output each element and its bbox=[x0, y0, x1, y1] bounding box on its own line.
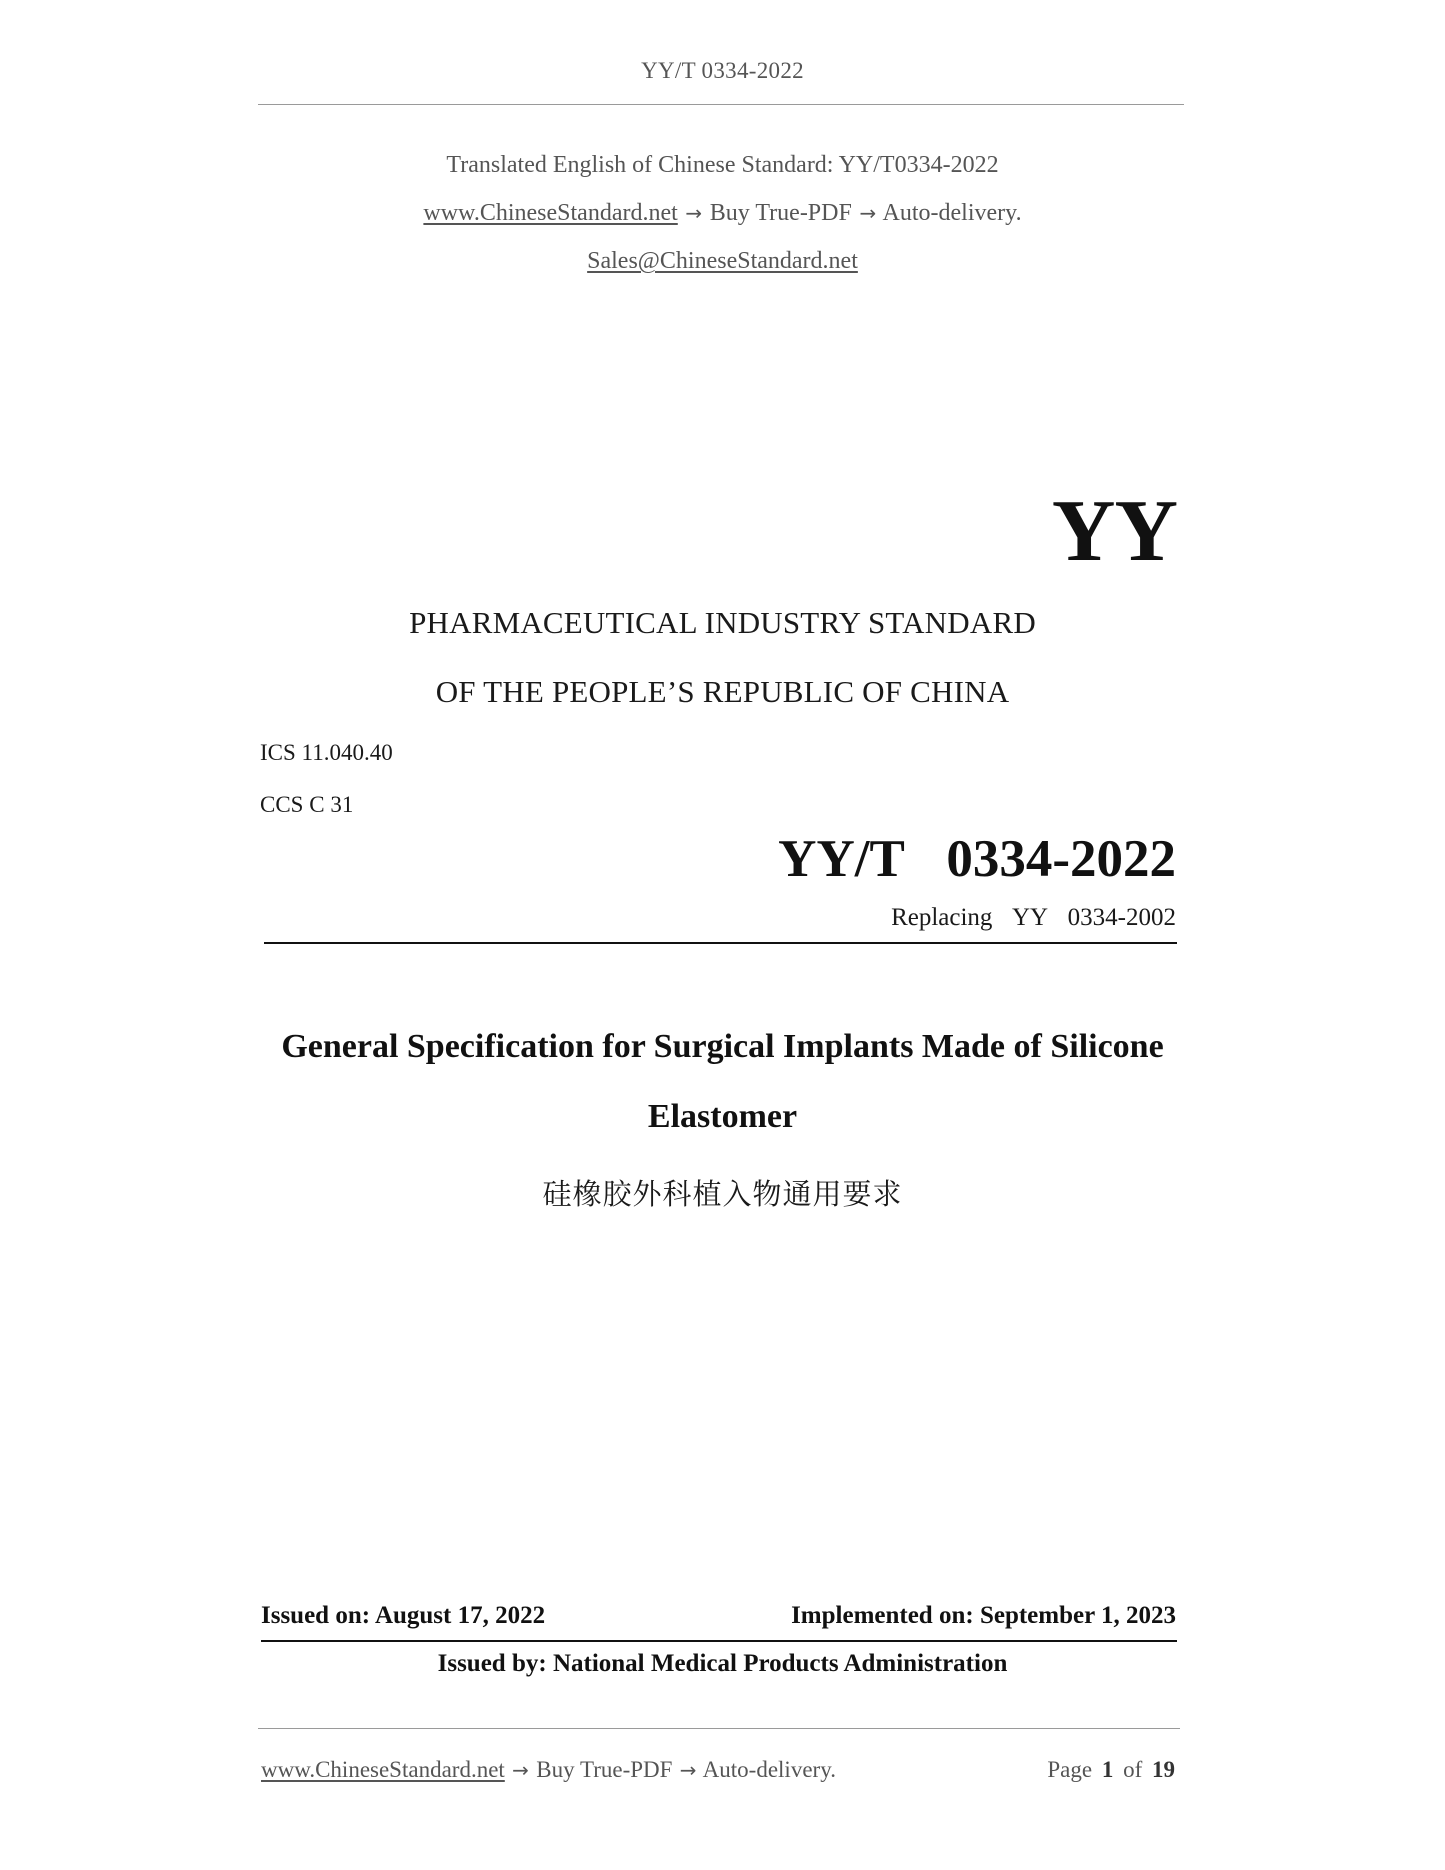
issued-on-date: Issued on: August 17, 2022 bbox=[261, 1602, 546, 1629]
right-arrow-icon: → bbox=[859, 201, 877, 225]
title-divider bbox=[264, 942, 1177, 944]
footer-purchase-line bbox=[261, 1757, 836, 1783]
ics-code: ICS 11.040.40 bbox=[260, 740, 393, 765]
page-label: Page bbox=[1047, 1757, 1093, 1782]
footer-buy-text: Buy True-PDF bbox=[536, 1757, 673, 1782]
english-title: General Specification for Surgical Implants Made of Silicone Elastomer bbox=[281, 1028, 1164, 1135]
issue-divider bbox=[261, 1640, 1177, 1642]
footer-divider bbox=[258, 1728, 1180, 1729]
right-arrow-icon: → bbox=[685, 201, 703, 225]
standard-heading-line-1: PHARMACEUTICAL INDUSTRY STANDARD bbox=[409, 605, 1036, 640]
sales-email-link[interactable]: Sales@ChineseStandard.net bbox=[587, 248, 858, 274]
email-line bbox=[0, 248, 1445, 275]
header-divider bbox=[258, 104, 1184, 105]
right-arrow-icon: → bbox=[512, 1758, 529, 1782]
purchase-line bbox=[0, 200, 1445, 227]
document-title bbox=[0, 1012, 1445, 1152]
footer-delivery-text: Auto-delivery. bbox=[702, 1757, 836, 1782]
page-current: 1 bbox=[1101, 1757, 1114, 1782]
replacing-note: Replacing YY 0334-2002 bbox=[891, 904, 1176, 931]
page-total: 19 bbox=[1152, 1757, 1175, 1782]
standard-mark: YY bbox=[1051, 483, 1177, 580]
ccs-code: CCS C 31 bbox=[260, 792, 354, 817]
running-header: YY/T 0334-2022 bbox=[641, 58, 804, 83]
website-link[interactable]: www.ChineseStandard.net bbox=[423, 200, 678, 226]
right-arrow-icon: → bbox=[679, 1758, 697, 1782]
issuing-authority: Issued by: National Medical Products Administration bbox=[437, 1650, 1008, 1677]
page-of-label: of bbox=[1123, 1757, 1143, 1782]
chinese-title: 硅橡胶外科植入物通用要求 bbox=[542, 1177, 903, 1211]
footer-website-link[interactable]: www.ChineseStandard.net bbox=[261, 1757, 505, 1782]
translation-notice: Translated English of Chinese Standard: YY/T0334-2022 bbox=[446, 152, 999, 178]
implemented-on-date: Implemented on: September 1, 2023 bbox=[791, 1602, 1176, 1629]
standard-heading-line-2: OF THE PEOPLE’S REPUBLIC OF CHINA bbox=[435, 674, 1010, 709]
standard-number: YY/T 0334-2022 bbox=[778, 830, 1176, 888]
delivery-text: Auto-delivery. bbox=[882, 200, 1022, 226]
page-indicator bbox=[1047, 1757, 1175, 1783]
buy-text: Buy True-PDF bbox=[709, 200, 852, 226]
